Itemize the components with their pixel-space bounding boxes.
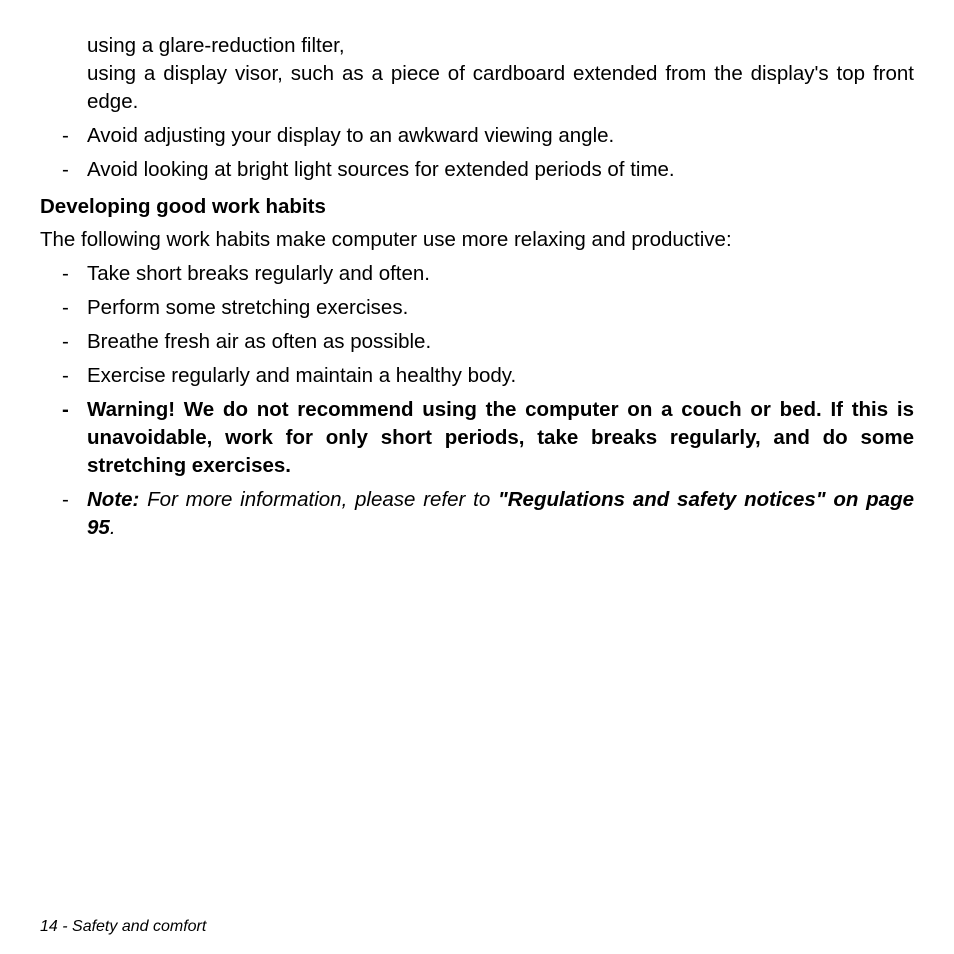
list-item bbox=[40, 156, 914, 184]
display-tips-list bbox=[40, 122, 914, 184]
habits-list bbox=[40, 260, 914, 542]
bullet-dash: - bbox=[62, 296, 69, 319]
list-item-text: Exercise regularly and maintain a healthy body. bbox=[87, 364, 517, 387]
list-item-text: Avoid looking at bright light sources for extended periods of time. bbox=[87, 158, 675, 181]
list-item-text: Perform some stretching exercises. bbox=[87, 296, 409, 319]
list-item bbox=[40, 328, 914, 356]
note-body: For more information, please refer to bbox=[139, 488, 499, 511]
document-page bbox=[40, 32, 914, 542]
section-heading: Developing good work habits bbox=[40, 195, 326, 218]
continuation-line-1: using a glare-reduction filter, bbox=[87, 34, 345, 57]
continuation-line-2: using a display visor, such as a piece of cardboard extended from the display's top front edge. bbox=[87, 62, 914, 113]
note-text bbox=[87, 486, 914, 542]
warning-text: Warning! We do not recommend using the computer on a couch or bed. If this is unavoidable, work for only short periods, take breaks regularly, and do some stretching exercises. bbox=[87, 398, 914, 477]
note-label: Note: bbox=[87, 488, 140, 511]
section-intro: The following work habits make computer use more relaxing and productive: bbox=[40, 228, 732, 251]
list-item-text: Take short breaks regularly and often. bbox=[87, 262, 430, 285]
page-footer: 14 - Safety and comfort bbox=[40, 918, 207, 935]
list-item bbox=[40, 362, 914, 390]
bullet-dash: - bbox=[62, 158, 69, 181]
warning-item bbox=[40, 396, 914, 480]
bullet-dash: - bbox=[62, 488, 69, 511]
note-end: . bbox=[109, 516, 116, 539]
bullet-dash: - bbox=[62, 330, 69, 353]
bullet-dash: - bbox=[62, 364, 69, 387]
list-item bbox=[40, 260, 914, 288]
bullet-dash: - bbox=[62, 262, 69, 285]
list-item-text: Breathe fresh air as often as possible. bbox=[87, 330, 432, 353]
list-item bbox=[40, 294, 914, 322]
bullet-dash: - bbox=[62, 124, 69, 147]
list-item-text: Avoid adjusting your display to an awkward viewing angle. bbox=[87, 124, 615, 147]
cross-reference-link[interactable]: "Regulations and safety notices" on page 95 bbox=[87, 488, 914, 539]
bullet-dash: - bbox=[62, 398, 69, 421]
list-item bbox=[40, 122, 914, 150]
note-item bbox=[40, 486, 914, 542]
